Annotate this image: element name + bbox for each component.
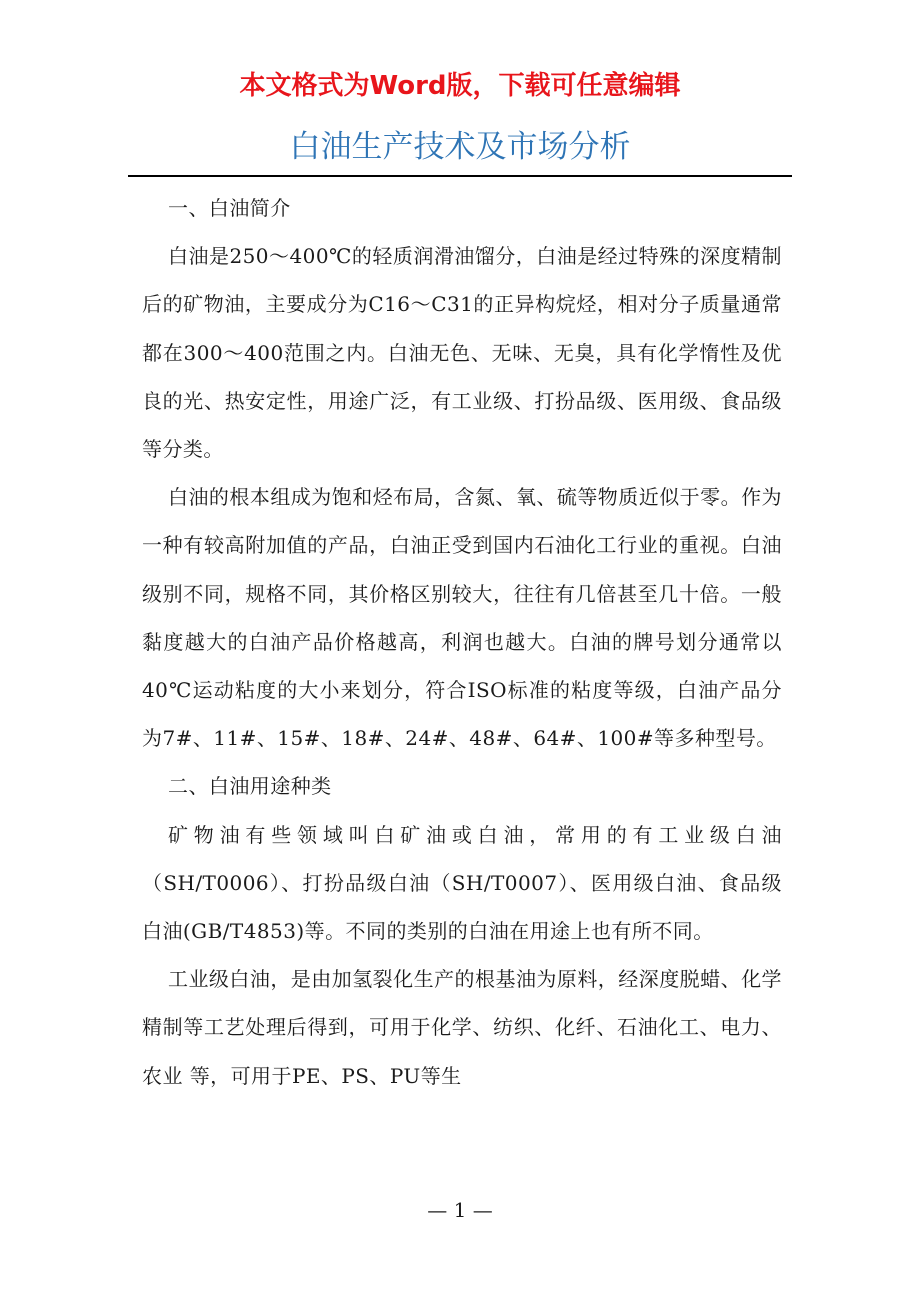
paragraph: 白油是250～400℃的轻质润滑油馏分，白油是经过特殊的深度精制后的矿物油，主要成分为C16～C31的正异构烷烃，相对分子质量通常都在300～400范围之内。白油无色、无味、无臭，具有化学惰性及优良的光、热安定性，用途广泛，有工业级、打扮品级、医用级、食品级等分类。 xyxy=(142,244,782,462)
section-heading: 一、白油简介 xyxy=(168,196,291,220)
page-number: — 1 — xyxy=(427,1198,493,1222)
title-divider xyxy=(128,175,792,177)
document-body xyxy=(142,184,782,1100)
format-banner: 本文格式为Word版，下载可任意编辑 xyxy=(239,71,681,101)
paragraph: 矿物油有些领域叫白矿油或白油，常用的有工业级白油（SH/T0006）、打扮品级白油（SH/T0007）、医用级白油、食品级白油(GB/T4853)等。不同的类别的白油在用途上也有所不同。 xyxy=(142,822,782,944)
section-heading: 二、白油用途种类 xyxy=(168,774,332,799)
paragraph: 白油的根本组成为饱和烃布局，含氮、氧、硫等物质近似于零。作为一种有较高附加值的产品，白油正受到国内石油化工行业的重视。白油级别不同，规格不同，其价格区别较大，往往有几倍甚至几十倍。一般黏度越大的白油产品价格越高，利润也越大。白油的牌号划分通常以40℃运动粘度的大小来划分，符合ISO标准的粘度等级，白油产品分为7#、11#、15#、18#、24#、48#、64#、100#等多种型号。 xyxy=(142,485,782,751)
paragraph: 工业级白油，是由加氢裂化生产的根基油为原料，经深度脱蜡、化学精制等工艺处理后得到，可用于化学、纺织、化纤、石油化工、电力、农业 等，可用于PE、PS、PU等生 xyxy=(142,967,782,1088)
document-title: 白油生产技术及市场分析 xyxy=(289,129,631,165)
